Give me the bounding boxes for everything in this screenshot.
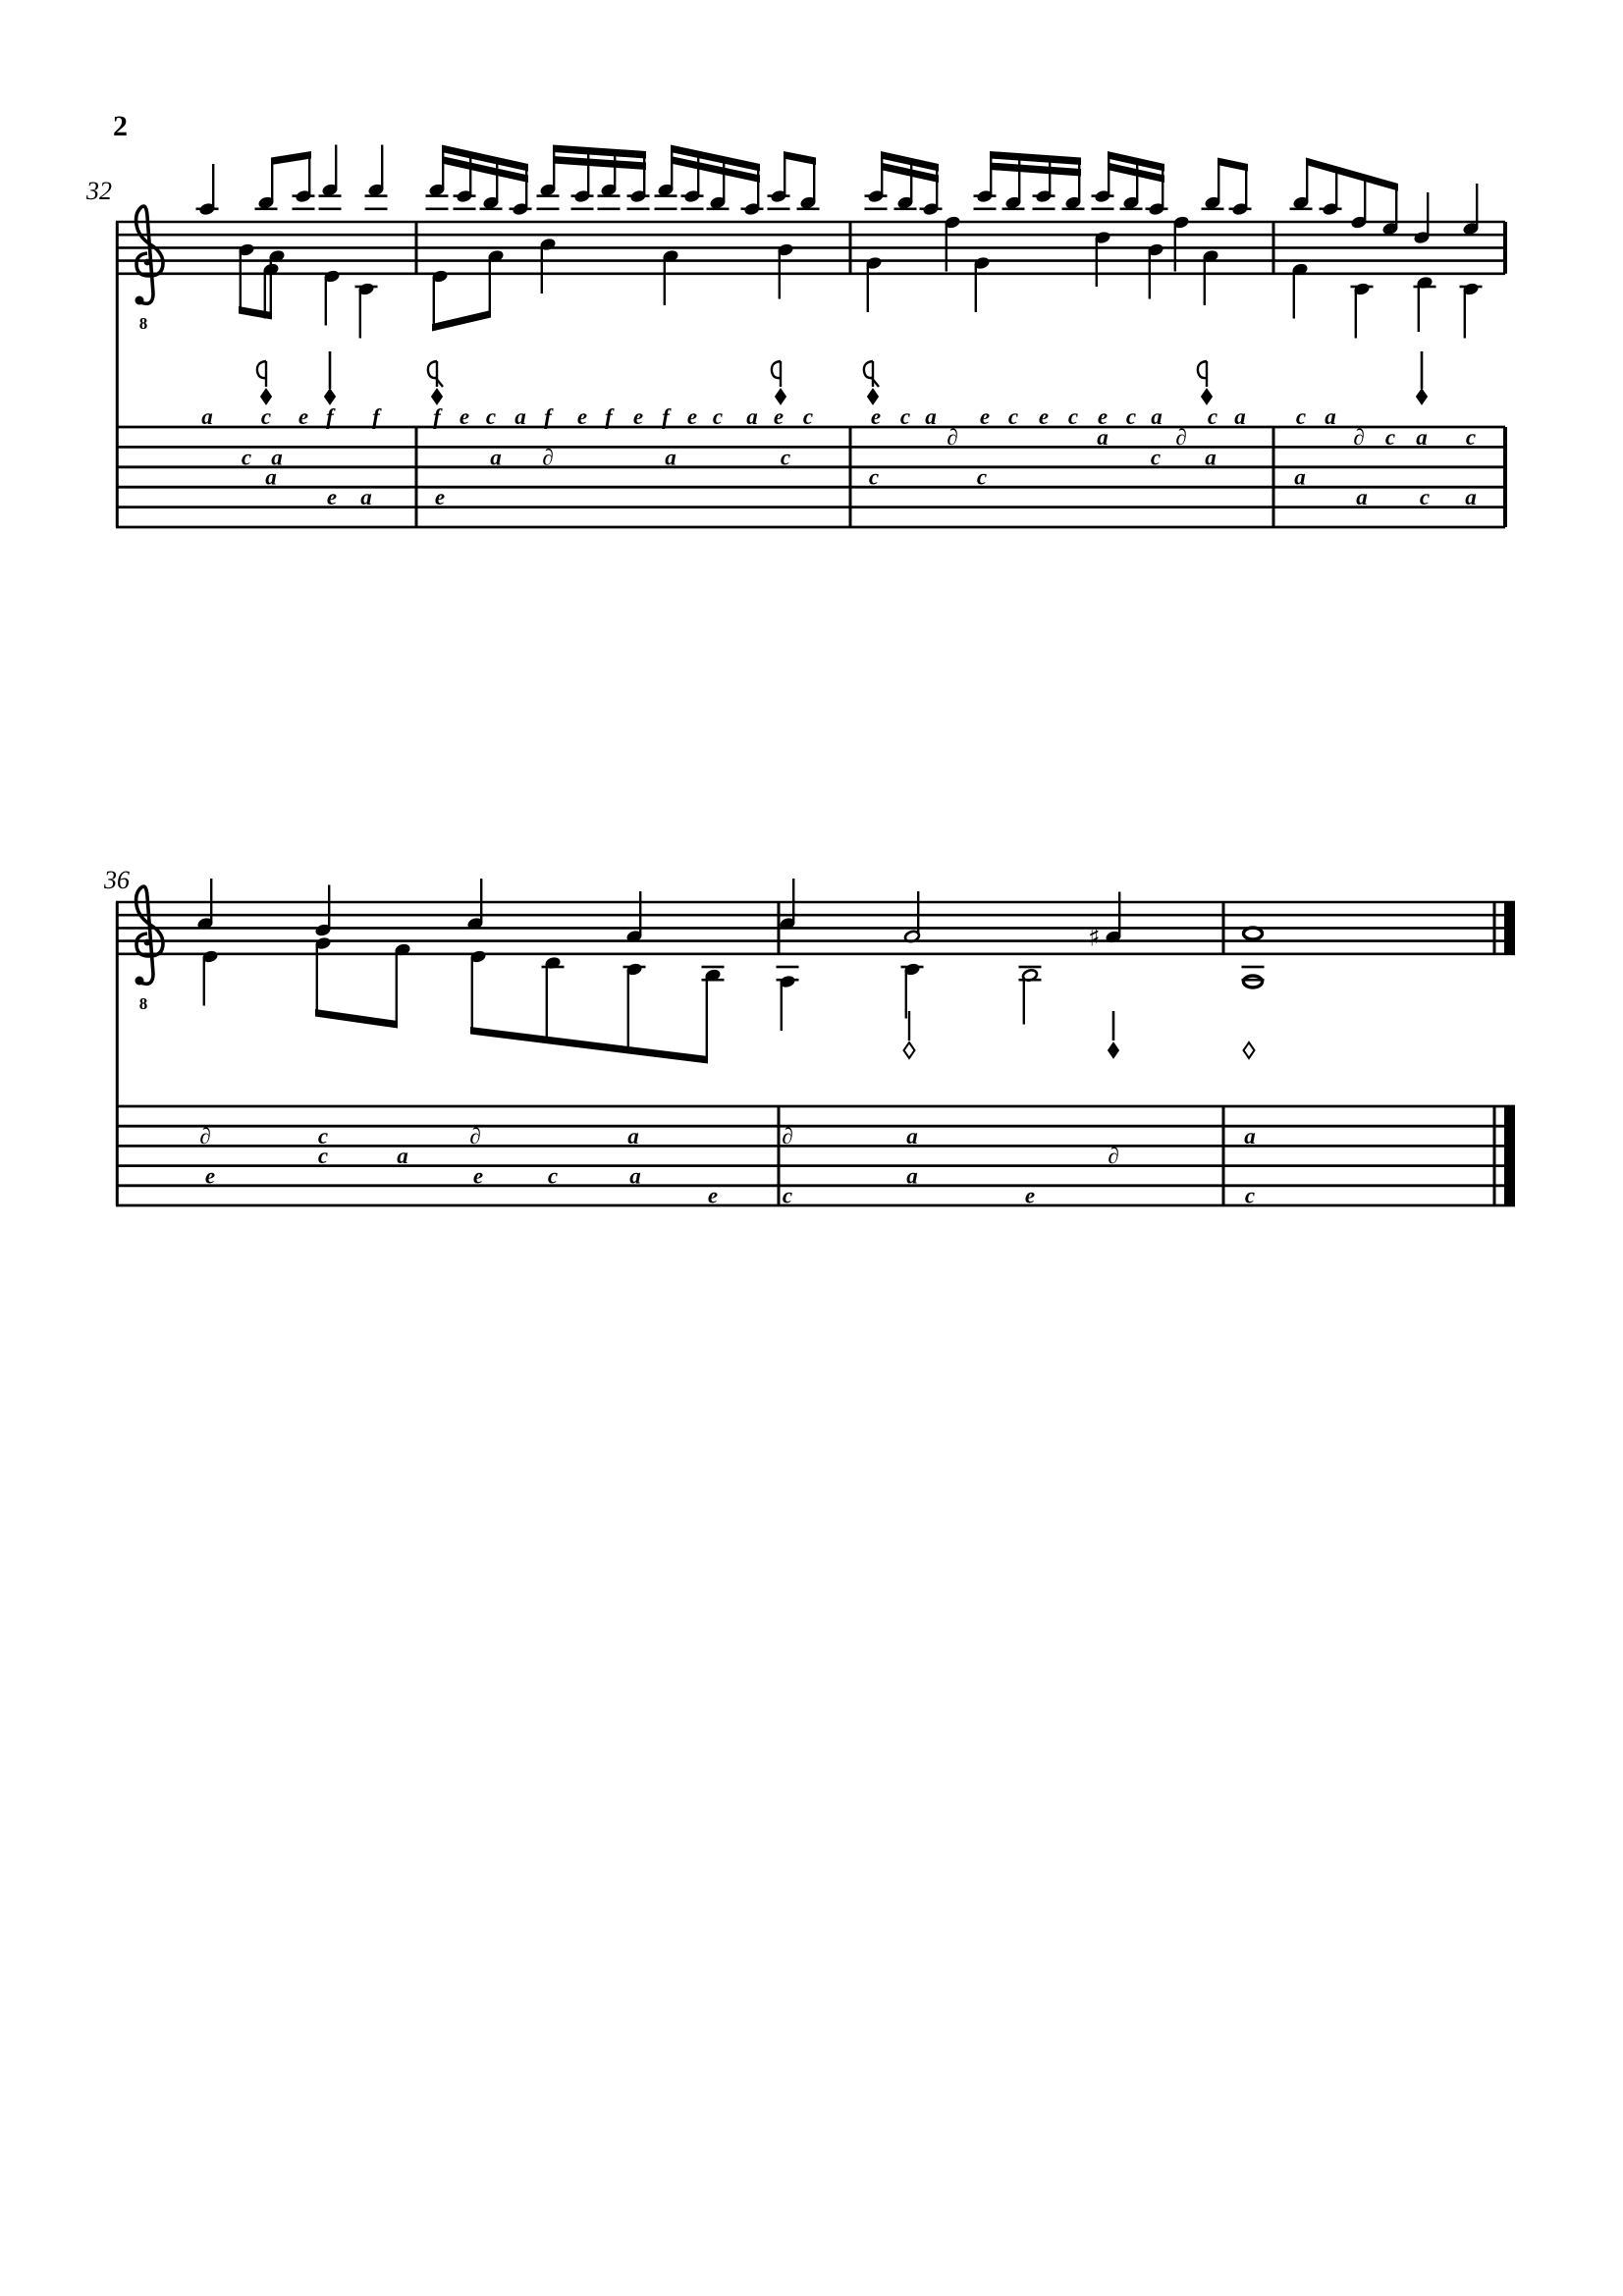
tab-letter-a: a: [1151, 404, 1163, 429]
beam: [470, 1027, 708, 1064]
tab-letter-a: a: [397, 1144, 408, 1169]
tab-letter-c: c: [1125, 404, 1137, 429]
beam: [1306, 158, 1398, 191]
ledger-line: [1242, 966, 1265, 969]
tab-letter-c: c: [485, 404, 497, 429]
sharp-accidental: ♯: [1088, 923, 1101, 953]
ledger-line: [627, 208, 650, 211]
tab-letter-c: c: [899, 404, 911, 429]
tab-letter-c: c: [1465, 424, 1477, 450]
beam: [990, 163, 1081, 177]
tab-letter-c: c: [1207, 404, 1218, 429]
tab-letter-c: c: [241, 445, 252, 470]
tab-letter-e: e: [472, 1163, 484, 1189]
ornament-diamond: [432, 389, 443, 404]
ledger-line: [319, 208, 342, 211]
ledger-line: [598, 208, 621, 211]
ledger-line: [571, 208, 594, 211]
tab-letter-d: ∂: [782, 1123, 793, 1148]
tab-letter-c: c: [317, 1144, 329, 1169]
final-barline-thick: [1504, 902, 1515, 954]
octave-8-label: 8: [138, 994, 148, 1013]
tab-letter-e: e: [870, 404, 882, 429]
final-barline-thick: [1504, 1106, 1515, 1205]
tab-letter-d: ∂: [1108, 1144, 1119, 1169]
tab-letter-f: f: [372, 404, 380, 429]
tab-letter-e: e: [576, 404, 588, 429]
tab-letter-c: c: [780, 445, 791, 470]
tab-letter-c: c: [1067, 404, 1079, 429]
tab-letter-a: a: [1205, 445, 1217, 470]
tab-letter-a: a: [265, 464, 277, 490]
tab-letter-a: a: [490, 445, 502, 470]
ledger-line: [777, 966, 799, 969]
tab-letter-a: a: [925, 404, 937, 429]
tab-letter-a: a: [906, 1123, 918, 1148]
tab-letter-c: c: [802, 404, 814, 429]
ledger-line: [293, 208, 315, 211]
beam: [315, 1009, 398, 1029]
tab-letter-c: c: [1419, 485, 1431, 510]
tab-letter-c: c: [1007, 404, 1019, 429]
ornament-diamond: [904, 1042, 915, 1058]
ledger-line: [454, 208, 476, 211]
tab-letter-e: e: [1038, 404, 1050, 429]
ledger-line: [1092, 208, 1114, 211]
tab-letter-e: e: [459, 404, 470, 429]
tab-letter-c: c: [547, 1163, 559, 1189]
tab-letter-d: ∂: [469, 1123, 481, 1148]
tab-letter-e: e: [707, 1183, 719, 1208]
measure-number-36: 36: [104, 866, 130, 894]
tab-letter-c: c: [1244, 1183, 1256, 1208]
tab-letter-a: a: [1244, 1123, 1256, 1148]
ornament-loop: [257, 361, 266, 378]
ornament-loop: [772, 361, 781, 378]
ledger-line: [702, 966, 725, 969]
ledger-line: [768, 208, 790, 211]
tab-letter-e: e: [632, 404, 644, 429]
ledger-line: [426, 208, 449, 211]
tab-letter-c: c: [1384, 424, 1396, 450]
tab-letter-d: ∂: [947, 424, 958, 450]
tab-letter-a: a: [1416, 424, 1428, 450]
ornament-loop: [428, 361, 437, 378]
ornament-diamond: [325, 389, 336, 404]
ornament-diamond: [868, 389, 879, 404]
measure-number-32: 32: [86, 177, 112, 205]
tab-letter-f: f: [605, 404, 613, 429]
tab-letter-e: e: [773, 404, 784, 429]
ornament-diamond: [1244, 1042, 1255, 1058]
lower-notehead: [1244, 976, 1263, 988]
tab-letter-d: ∂: [199, 1123, 211, 1148]
tab-letter-e: e: [204, 1163, 216, 1189]
tab-letter-a: a: [1325, 404, 1336, 429]
beam: [432, 310, 491, 332]
ornament-diamond: [261, 389, 272, 404]
tab-letter-c: c: [1295, 404, 1307, 429]
beam: [1217, 158, 1248, 172]
tab-letter-a: a: [1465, 485, 1477, 510]
tab-letter-f: f: [544, 404, 552, 429]
tab-letter-c: c: [868, 464, 880, 490]
octave-8-label: 8: [138, 314, 148, 333]
tab-letter-a: a: [627, 1123, 639, 1148]
tab-letter-a: a: [1097, 424, 1109, 450]
tab-letter-a: a: [1294, 464, 1306, 490]
tab-letter-a: a: [514, 404, 526, 429]
tab-letter-d: ∂: [542, 445, 554, 470]
tab-letter-a: a: [746, 404, 758, 429]
beam: [784, 151, 816, 165]
ledger-line: [1019, 966, 1042, 969]
upper-notehead: [1244, 928, 1263, 939]
tab-letter-a: a: [665, 445, 676, 470]
ledger-line: [365, 208, 388, 211]
tab-letter-c: c: [1150, 445, 1162, 470]
tab-letter-a: a: [360, 485, 372, 510]
tab-letter-d: ∂: [1353, 424, 1365, 450]
tab-letter-c: c: [317, 1123, 329, 1148]
beam: [239, 306, 272, 320]
tab-letter-c: c: [260, 404, 272, 429]
tab-letter-e: e: [434, 485, 446, 510]
tab-letter-a: a: [629, 1163, 641, 1189]
ledger-line: [681, 208, 704, 211]
tab-letter-a: a: [271, 445, 283, 470]
tab-letter-e: e: [686, 404, 698, 429]
engraving-layer: [116, 145, 1515, 1208]
ledger-line: [865, 208, 888, 211]
beam: [553, 145, 646, 159]
tab-letter-a: a: [906, 1163, 918, 1189]
ornament-diamond: [1202, 389, 1213, 404]
beam: [271, 151, 311, 165]
tab-letter-e: e: [298, 404, 309, 429]
tab-letter-e: e: [1024, 1183, 1036, 1208]
tab-letter-d: ∂: [1175, 424, 1187, 450]
ledger-line: [655, 208, 677, 211]
tab-letter-f: f: [662, 404, 670, 429]
ornament-loop: [1198, 361, 1207, 378]
tab-letter-a: a: [1356, 485, 1368, 510]
ornament-diamond: [1109, 1042, 1119, 1058]
tab-letter-f: f: [326, 404, 334, 429]
tab-letter-c: c: [976, 464, 988, 490]
tab-letter-e: e: [1097, 404, 1109, 429]
ledger-line: [974, 208, 997, 211]
ornament-diamond: [776, 389, 786, 404]
tab-letter-a: a: [1234, 404, 1246, 429]
ornament-loop: [864, 361, 873, 378]
tab-letter-e: e: [979, 404, 991, 429]
tab-letter-f: f: [433, 404, 441, 429]
page-number: 2: [113, 110, 128, 142]
beam: [553, 156, 646, 170]
ledger-line: [1033, 208, 1055, 211]
tab-letter-e: e: [326, 485, 338, 510]
ledger-line: [537, 208, 560, 211]
tab-letter-c: c: [782, 1183, 793, 1208]
beam: [990, 151, 1081, 165]
ornament-diamond: [1417, 389, 1428, 404]
tab-letter-a: a: [201, 404, 213, 429]
tab-letter-c: c: [712, 404, 724, 429]
